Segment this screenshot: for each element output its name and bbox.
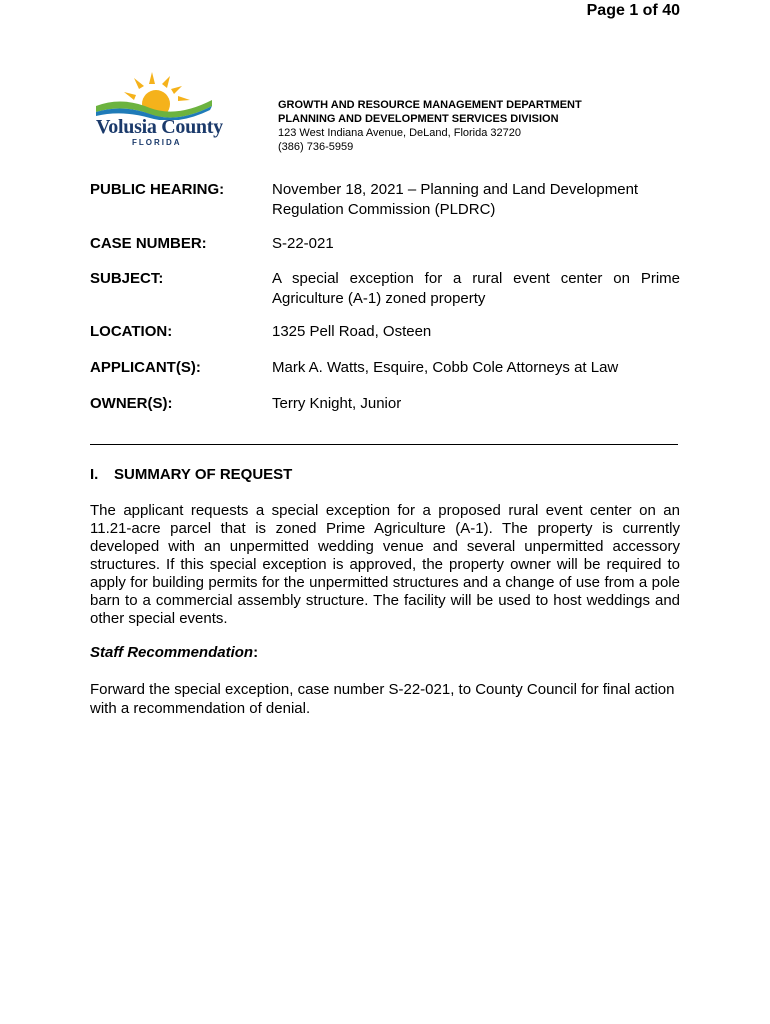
section-divider [90, 444, 678, 445]
field-label: SUBJECT: [90, 270, 164, 287]
field-label: OWNER(S): [90, 395, 173, 412]
division-name: PLANNING AND DEVELOPMENT SERVICES DIVISION [278, 113, 559, 125]
recommendation-colon: : [253, 644, 259, 661]
field-label: APPLICANT(S): [90, 359, 201, 376]
page-indicator: Page 1 of 40 [586, 2, 680, 19]
field-label: LOCATION: [90, 323, 173, 340]
field-value: November 18, 2021 – Planning and Land Development Regulation Commission (PLDRC) [272, 181, 639, 218]
department-header [278, 98, 582, 154]
logo-state: FLORIDA [132, 138, 182, 147]
section-number: I. [90, 466, 99, 483]
department-phone: (386) 736-5959 [278, 141, 354, 153]
field-label: PUBLIC HEARING: [90, 181, 225, 198]
field-value: A special exception for a rural event center on Prime Agriculture (A-1) zoned property [272, 270, 680, 307]
section-heading: SUMMARY OF REQUEST [114, 466, 293, 483]
field-value: 1325 Pell Road, Osteen [272, 323, 432, 340]
section-title [90, 466, 292, 483]
department-address: 123 West Indiana Avenue, DeLand, Florida 32720 [278, 127, 521, 139]
summary-paragraph: The applicant requests a special exception for a proposed rural event center on an 11.21-acre parcel that is zoned Prime Agriculture (A-1). The property is currently developed with an unpermitted wedding venue and several unpermitted accessory structures. If this special exception is approved, the property owner will be required to apply for building permits for the unpermitted structures and a change of use from a pole barn to a commercial assembly structure. The facility will be used to host weddings and other special events. [90, 502, 680, 627]
logo-county-name: Volusia County [96, 116, 223, 138]
recommendation-heading [90, 644, 258, 661]
volusia-county-logo [92, 70, 227, 150]
field-value: S-22-021 [272, 235, 334, 252]
sun-and-waves-icon [92, 70, 227, 120]
field-value: Mark A. Watts, Esquire, Cobb Cole Attorneys at Law [272, 359, 619, 376]
field-label: CASE NUMBER: [90, 235, 207, 252]
department-name: GROWTH AND RESOURCE MANAGEMENT DEPARTMENT [278, 99, 582, 111]
recommendation-text: Forward the special exception, case number S-22-021, to County Council for final action with a recommendation of denial. [90, 681, 675, 717]
recommendation-label: Staff Recommendation [90, 644, 254, 661]
field-value: Terry Knight, Junior [272, 395, 402, 412]
